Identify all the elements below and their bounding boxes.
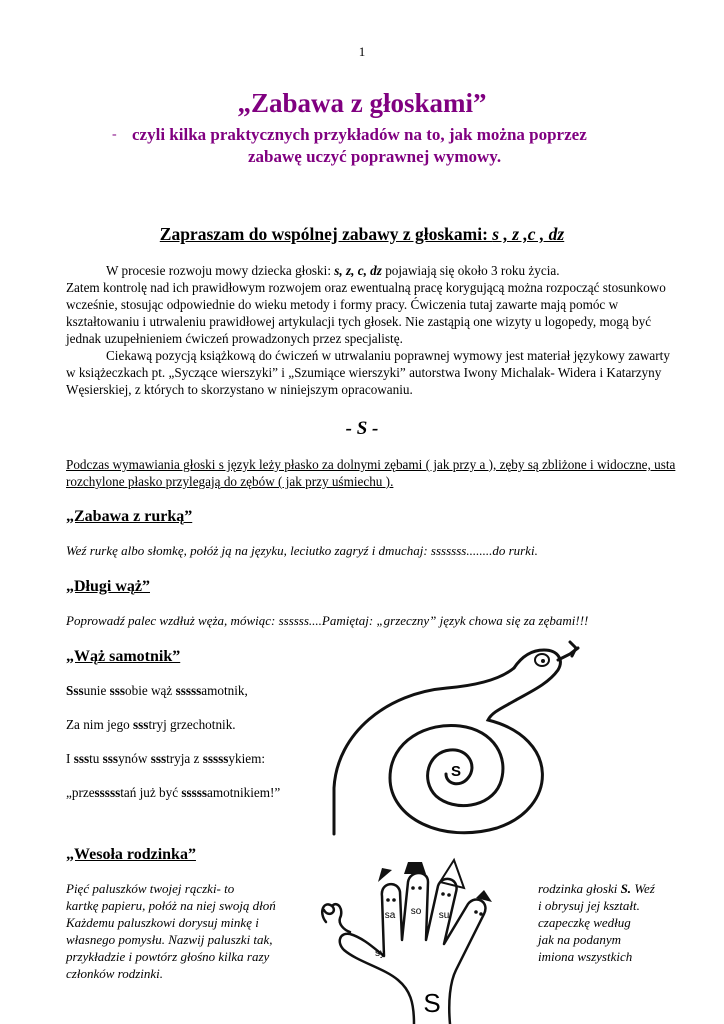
poem-emph: sssss xyxy=(202,751,229,766)
hand-curl xyxy=(322,904,350,932)
poem-emph: sss xyxy=(133,717,149,732)
spiral-snake-illustration xyxy=(332,638,602,838)
poem-text: ykiem: xyxy=(228,751,266,766)
finger-label-d: sy xyxy=(375,948,385,959)
subtitle-dash: - xyxy=(112,127,117,142)
page-number: 1 xyxy=(358,44,366,59)
family-right-line: i obrysuj jej kształt. xyxy=(538,898,640,913)
poem-emph: sss xyxy=(150,751,167,766)
poem-line-1 xyxy=(66,683,248,699)
poem-emph: sssss xyxy=(94,785,121,800)
poem-emph: sss xyxy=(109,683,126,698)
invitation-sounds: s , z ,c , dz xyxy=(492,224,565,244)
game-title-long-snake: „Długi wąż” xyxy=(66,578,150,595)
intro-p1-sounds: s, z, c, dz xyxy=(334,263,382,278)
poem-text: tań już być xyxy=(120,785,182,800)
finger-label-a: sa xyxy=(384,910,396,921)
game-title-lonely-snake: „Wąż samotnik” xyxy=(66,648,181,665)
s-articulation-description: Podczas wymawiania głoski s język leży płasko za dolnymi zębami ( jak przy a ), zęby są zbliżone i widoczne, usta rozchylone płasko przylegają do zębów ( jak przy uśmiechu ). xyxy=(66,457,676,489)
finger-label-b: so xyxy=(410,906,422,917)
poem-emph: sssss xyxy=(175,683,202,698)
subtitle-line-2: zabawę uczyć poprawnej wymowy. xyxy=(248,147,502,166)
family-instructions-left xyxy=(66,880,326,982)
palm-letter: S xyxy=(423,988,441,1018)
party-hat-icon xyxy=(440,860,464,888)
snake-head xyxy=(514,650,560,700)
family-right-text: rodzinka głoski xyxy=(538,881,621,896)
family-left-line: Każdemu paluszkowi dorysuj minkę i xyxy=(66,915,259,930)
poem-text: unie xyxy=(83,683,110,698)
family-right-line: jak na podanym xyxy=(538,932,622,947)
poem-emph: Sss xyxy=(66,683,84,698)
poem-text: „prze xyxy=(66,785,95,800)
game-text-straw: Weź rurkę albo słomkę, połóż ją na języku, leciutko zagryź i dmuchaj: sssssss........do rurki. xyxy=(66,543,538,558)
poem-text: ynów xyxy=(118,751,151,766)
intro-paragraph-2: Zatem kontrolę nad ich prawidłowym rozwojem oraz ewentualną pracę korygującą można rozpocząć stosunkowo wcześnie, stosując odpowiednie do wieku metody i formy pracy. Ćwiczenia tutaj zawarte mają pomóc w kształtowaniu i utrwaleniu prawidłowej artykulacji tych głosek. Nie zastąpią one wizyty u logopedy, mogą być jednak uzupełnieniem ćwiczeń prowadzonych przez specjalistę. xyxy=(66,280,666,346)
family-left-line: kartkę papieru, połóż na niej swoją dłoń xyxy=(66,898,276,913)
bow-icon xyxy=(378,868,392,882)
poem-emph: sssss xyxy=(181,785,208,800)
family-right-line: imiona wszystkich xyxy=(538,949,633,964)
poem-line-4 xyxy=(66,785,280,801)
letter-s-heading: - S - xyxy=(345,418,379,439)
intro-paragraph-3: Ciekawą pozycją książkową do ćwiczeń w utrwalaniu poprawnej wymowy jest materiał językowy zawarty w książeczkach pt. „Syczące wierszyki” i „Szumiące wierszyki” autorstwa Iwony Michalak- Widera i Katarzyny Węsierskiej, z których to skorzystano w niniejszym opracowaniu. xyxy=(66,348,670,397)
intro-section xyxy=(66,262,676,398)
family-left-line: własnego pomysłu. Nazwij paluszki tak, xyxy=(66,932,273,947)
poem-emph: sss xyxy=(73,751,90,766)
page-title: „Zabawa z głoskami” xyxy=(237,88,487,118)
poem-text: tryj grzechotnik. xyxy=(148,717,236,732)
subtitle-line-1: czyli kilka praktycznych przykładów na to, jak można poprzez xyxy=(132,125,587,144)
poem-text: obie wąż xyxy=(125,683,176,698)
family-left-line: Pięć paluszków twojej rączki- to xyxy=(66,881,235,896)
intro-p1-tail: pojawiają się około 3 roku życia. xyxy=(381,263,560,278)
game-text-long-snake: Poprowadź palec wzdłuż węża, mówiąc: ssssss....Pamiętaj: „grzeczny” język chowa się za zębami!!! xyxy=(66,613,589,628)
snake-spiral xyxy=(390,700,542,833)
family-right-letter: S. xyxy=(620,881,632,896)
spiral-center-letter: S xyxy=(450,763,462,780)
invitation-heading xyxy=(0,224,724,245)
hat-icon xyxy=(404,862,426,874)
family-right-text: Weź xyxy=(631,881,655,896)
finger-label-c: su xyxy=(438,910,450,921)
poem-text: tu xyxy=(89,751,103,766)
intro-p1-text: W procesie rozwoju mowy dziecka głoski: xyxy=(106,263,335,278)
game-title-merry-family: „Wesoła rodzinka” xyxy=(66,846,196,863)
poem-line-2 xyxy=(66,717,236,733)
game-title-straw: „Zabawa z rurką” xyxy=(66,508,193,525)
poem-text: amotnikiem!” xyxy=(207,785,281,800)
poem-text: tryja z xyxy=(166,751,203,766)
snake-pupil xyxy=(541,659,545,663)
family-left-line: przykładzie i powtórz głośno kilka razy xyxy=(66,949,270,964)
hand-family-illustration xyxy=(318,852,536,1024)
family-right-line: czapeczkę według xyxy=(538,915,631,930)
invitation-text: Zapraszam do wspólnej zabawy z głoskami: xyxy=(159,224,493,244)
family-left-line: członków rodzinki. xyxy=(66,966,164,981)
poem-emph: sss xyxy=(102,751,119,766)
family-right-line xyxy=(538,880,718,897)
poem-text: I xyxy=(66,751,74,766)
hand-outline xyxy=(340,873,486,1024)
poem-text: Za nim jego xyxy=(66,717,134,732)
intro-paragraph-1 xyxy=(66,262,676,279)
snake-body-outer xyxy=(334,668,514,834)
poem-text: amotnik, xyxy=(201,683,248,698)
family-instructions-right xyxy=(538,880,718,965)
poem-line-3 xyxy=(66,751,265,767)
